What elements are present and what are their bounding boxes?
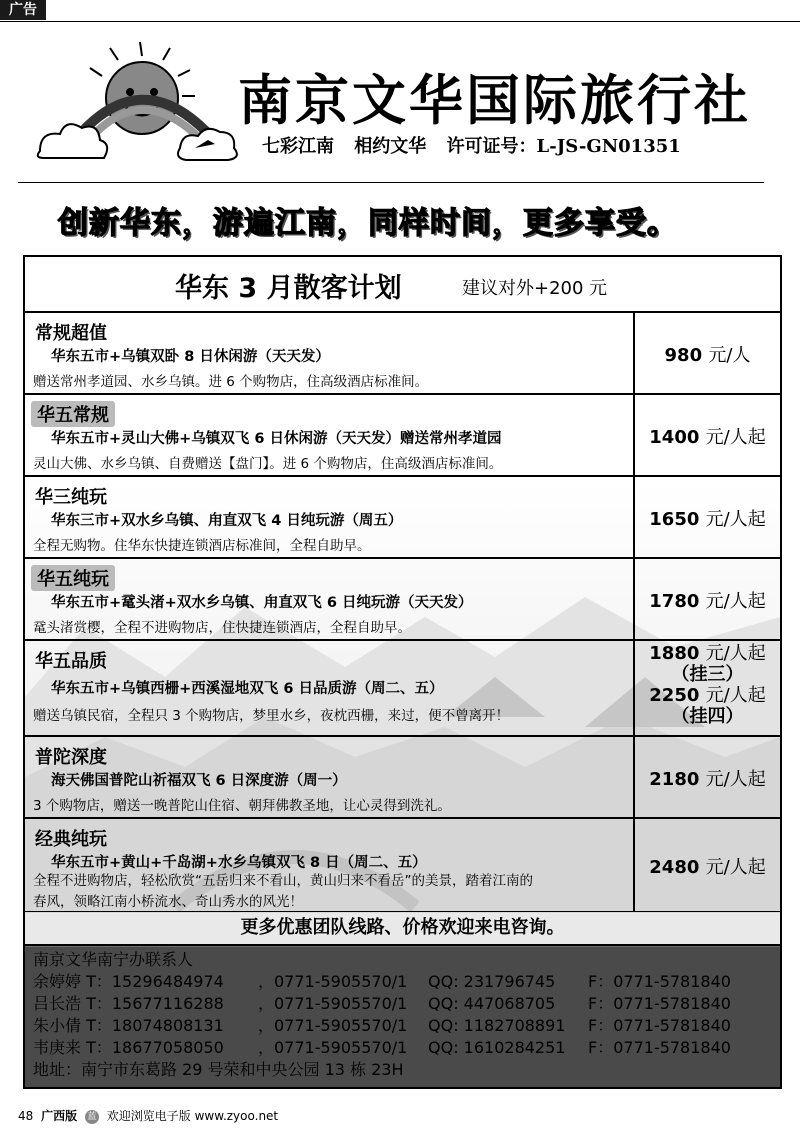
price-unit: 元/人 [708, 345, 751, 366]
price-value: 2480 [649, 857, 700, 878]
tour-desc: 赠送常州孝道园、水乡乌镇。进 6 个购物店，住高级酒店标准间。 [33, 374, 429, 390]
contact-qq: QQ: 231796745 [428, 972, 556, 991]
tour-price [635, 423, 780, 449]
plan-subtitle: 建议对外+200 元 [462, 278, 608, 299]
tour-row [25, 395, 780, 477]
price-value: 2180 [649, 769, 700, 790]
price-unit-2: 元/人起 [705, 685, 766, 706]
contact-fax: F：0771-5781840 [588, 972, 731, 991]
motto-line [262, 132, 695, 158]
license-number: 许可证号：L-JS-GN01351 [446, 136, 681, 157]
price-unit: 元/人起 [705, 591, 766, 612]
tour-desc [33, 871, 533, 913]
contact-address: 地址：南宁市东葛路 29 号荣和中央公园 13 栋 23H [33, 1060, 404, 1079]
cloud-left [38, 124, 107, 158]
tour-route: 华东五市+黄山+千岛湖+水乡乌镇双飞 8 日（周二、五） [51, 855, 427, 871]
tour-row [25, 313, 780, 395]
contact-qq: QQ: 1182708891 [428, 1016, 566, 1035]
contact-phone: 吕长浩 T：15677116288 [33, 994, 224, 1013]
contact-person [33, 971, 731, 993]
contact-person [33, 1015, 731, 1037]
motto-1: 七彩江南 [262, 136, 334, 157]
plan-header [25, 257, 780, 313]
contact-block [33, 949, 731, 1081]
tour-route: 华东五市+灵山大佛+乌镇双飞 6 日休闲游（天天发）赠送常州孝道园 [51, 431, 502, 447]
tour-row [25, 737, 780, 819]
tour-price [635, 505, 780, 531]
tour-desc: 赠送乌镇民宿，全程只 3 个购物店，梦里水乡，夜枕西栅，来过，便不曾离开！ [33, 708, 510, 724]
header-divider [18, 182, 764, 183]
top-divider [0, 21, 800, 22]
price-note-2: （挂四） [671, 706, 744, 727]
tour-desc-line-1: 全程不进购物店，轻松欣赏“五岳归来不看山，黄山归来不看岳”的美景，踏着江南的 [33, 873, 533, 889]
price-value: 1650 [649, 509, 700, 530]
page-footer [18, 1107, 278, 1124]
website-link[interactable]: 欢迎浏览电子版 www.zyoo.net [106, 1109, 279, 1123]
motto-2: 相约文华 [354, 136, 427, 157]
price-value: 1400 [649, 427, 700, 448]
contact-qq: QQ: 1610284251 [428, 1038, 566, 1057]
tour-desc: 鼋头渚赏樱，全程不进购物店，住快捷连锁酒店，全程自助早。 [33, 620, 411, 636]
tour-row [25, 641, 780, 737]
tour-desc: 全程无购物。住华东快捷连锁酒店标准间，全程自助早。 [33, 538, 371, 554]
tour-desc-line-2: 春风，领略江南小桥流水、奇山秀水的风光！ [33, 894, 303, 910]
tour-price [635, 643, 780, 727]
contact-phone: 韦庚来 T：18677058050 [33, 1038, 224, 1057]
tour-name: 华五品质 [35, 651, 107, 672]
price-value: 1780 [649, 591, 700, 612]
slogan: 创新华东，游遍江南，同样时间，更多享受。 [58, 206, 678, 241]
price-unit: 元/人起 [705, 427, 766, 448]
price-value: 1880 [649, 643, 700, 664]
tour-route: 华东五市+乌镇西栅+西溪湿地双飞 6 日品质游（周二、五） [51, 681, 444, 697]
price-unit: 元/人起 [705, 769, 766, 790]
tour-name: 常规超值 [35, 323, 107, 344]
contact-person [33, 1037, 731, 1059]
more-info-banner: 更多优惠团队线路、价格欢迎来电咨询。 [25, 912, 780, 946]
tour-row [25, 477, 780, 559]
contact-tel: ，0771-5905570/1 [258, 972, 408, 991]
contact-tel: ，0771-5905570/1 [258, 994, 408, 1013]
contact-fax: F：0771-5781840 [588, 1016, 731, 1035]
edition-label: 广西版 [41, 1109, 78, 1123]
price-value-2: 2250 [649, 685, 700, 706]
edition-badge: 蓝 [85, 1110, 99, 1124]
contact-phone: 朱小倩 T：18074808131 [33, 1016, 224, 1035]
price-unit: 元/人起 [705, 509, 766, 530]
contact-title: 南京文华南宁办联系人 [33, 950, 194, 969]
contact-fax: F：0771-5781840 [588, 994, 731, 1013]
tour-route: 华东五市+鼋头渚+双水乡乌镇、甪直双飞 6 日纯玩游（天天发） [51, 595, 473, 611]
contact-person [33, 993, 731, 1015]
tour-price [635, 341, 780, 367]
price-unit: 元/人起 [705, 857, 766, 878]
tour-row [25, 819, 780, 913]
contact-tel: ，0771-5905570/1 [258, 1038, 408, 1057]
contact-phone: 余婷婷 T：15296484974 [33, 972, 224, 991]
price-unit: 元/人起 [705, 643, 766, 664]
tour-route: 华东三市+双水乡乌镇、甪直双飞 4 日纯玩游（周五） [51, 513, 403, 529]
tour-desc: 3 个购物店，赠送一晚普陀山住宿、朝拜佛教圣地，让心灵得到洗礼。 [33, 798, 451, 814]
tour-price [635, 765, 780, 791]
ad-tag: 广告 [0, 0, 46, 20]
tour-row [25, 559, 780, 641]
page-number: 48 [18, 1109, 34, 1123]
price-note: （挂三） [671, 664, 744, 685]
tour-name: 普陀深度 [35, 747, 107, 768]
contact-qq: QQ: 447068705 [428, 994, 556, 1013]
tour-name: 华五纯玩 [31, 565, 115, 591]
contact-tel: ，0771-5905570/1 [258, 1016, 408, 1035]
tour-plan-table [23, 255, 782, 1089]
tour-name: 华三纯玩 [35, 487, 107, 508]
sun-rainbow-logo [30, 36, 245, 166]
contact-fax: F：0771-5781840 [588, 1038, 731, 1057]
agency-name: 南京文华国际旅行社 [238, 69, 751, 132]
tour-route: 海天佛国普陀山祈福双飞 6 日深度游（周一） [51, 773, 347, 789]
tour-name: 华五常规 [31, 401, 115, 427]
tour-price [635, 587, 780, 613]
plan-title: 华东 3 月散客计划 [175, 273, 402, 304]
tour-route: 华东五市+乌镇双卧 8 日休闲游（天天发） [51, 349, 330, 365]
tour-desc: 灵山大佛、水乡乌镇、自费赠送【盘门】。进 6 个购物店，住高级酒店标准间。 [33, 456, 503, 472]
tour-price [635, 853, 780, 879]
tour-name: 经典纯玩 [35, 829, 107, 850]
price-value: 980 [664, 345, 703, 366]
